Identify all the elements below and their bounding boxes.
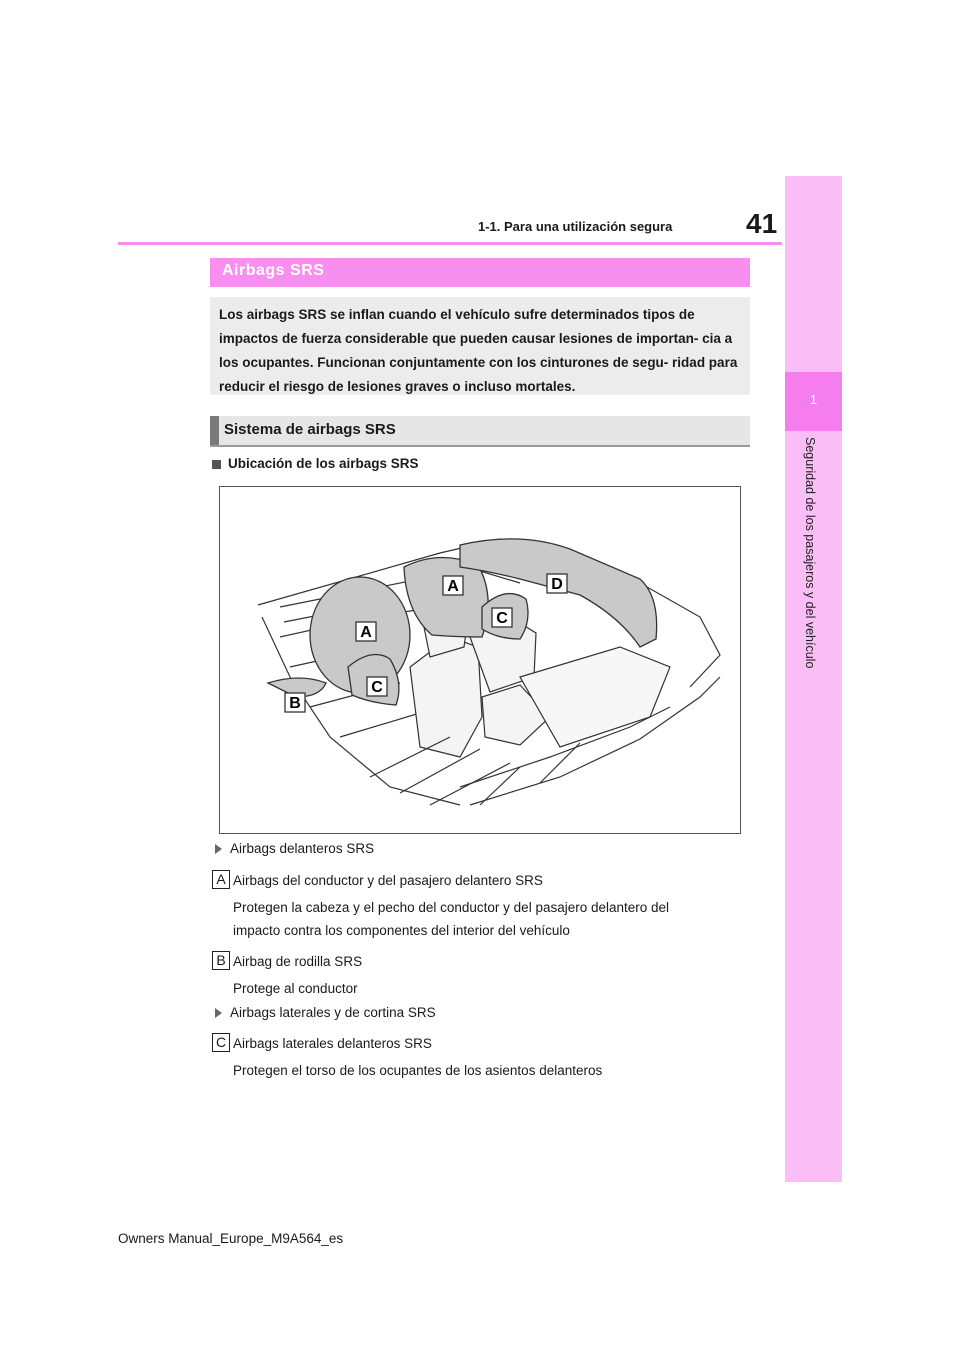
- item-a-description-1: Protegen la cabeza y el pecho del conductor y del pasajero delantero del: [233, 900, 670, 915]
- footer-document-id: Owners Manual_Europe_M9A564_es: [118, 1231, 344, 1246]
- item-c-title: Airbags laterales delanteros SRS: [233, 1036, 432, 1051]
- letter-a-badge: A: [212, 870, 230, 889]
- chapter-label: Seguridad de los pasajeros y del vehículo: [803, 437, 817, 669]
- subsection-rule: [210, 445, 750, 447]
- item-a-title: Airbags del conductor y del pasajero delantero SRS: [233, 873, 543, 888]
- figure-label-a-driver: [356, 622, 376, 641]
- triangle-bullet-icon: [215, 1008, 222, 1018]
- section-title: Airbags SRS: [222, 262, 325, 279]
- figure-label-text: B: [289, 695, 301, 712]
- section-reference: 1-1. Para una utilización segura: [478, 219, 673, 234]
- item-a-description-2: impacto contra los componentes del interior del vehículo: [233, 923, 570, 938]
- subsection-title: Sistema de airbags SRS: [224, 421, 396, 438]
- car-interior-illustration: [220, 487, 740, 833]
- header-rule: [118, 242, 782, 245]
- figure-label-text: D: [551, 576, 563, 593]
- triangle-bullet-icon: [215, 844, 222, 854]
- chapter-number: 1: [809, 392, 818, 407]
- figure-label-a-passenger: [443, 576, 463, 595]
- subsection-accent: [210, 416, 219, 445]
- letter-c-badge: C: [212, 1033, 230, 1052]
- page-number: 41: [746, 208, 778, 239]
- letter-b-badge: B: [212, 951, 230, 970]
- figure-label-d: [547, 574, 567, 593]
- location-heading: Ubicación de los airbags SRS: [228, 456, 419, 471]
- front-airbags-heading: Airbags delanteros SRS: [230, 841, 375, 856]
- figure-label-text: C: [371, 679, 383, 696]
- figure-label-text: A: [360, 624, 372, 641]
- intro-text: Los airbags SRS se inflan cuando el vehículo sufre determinados tipos de impactos de fuerza considerable que pueden causar lesiones de importan- cia a los ocupantes. Funcionan conjuntamente con los cinturones de segu- ridad para reducir el riesgo de lesiones graves o incluso mortales.: [219, 307, 738, 394]
- figure-label-b: [285, 693, 305, 712]
- item-b-title: Airbag de rodilla SRS: [233, 954, 363, 969]
- chapter-side-tab: [785, 176, 842, 1182]
- item-b-description: Protege al conductor: [233, 981, 358, 996]
- figure-label-text: C: [496, 610, 508, 627]
- figure-label-c-driver: [367, 677, 387, 696]
- airbag-location-figure: [219, 486, 741, 834]
- square-bullet-icon: [212, 460, 221, 469]
- side-airbags-heading: Airbags laterales y de cortina SRS: [230, 1005, 436, 1020]
- item-c-description: Protegen el torso de los ocupantes de los asientos delanteros: [233, 1063, 603, 1078]
- figure-label-text: A: [447, 578, 459, 595]
- figure-label-c-passenger: [492, 608, 512, 627]
